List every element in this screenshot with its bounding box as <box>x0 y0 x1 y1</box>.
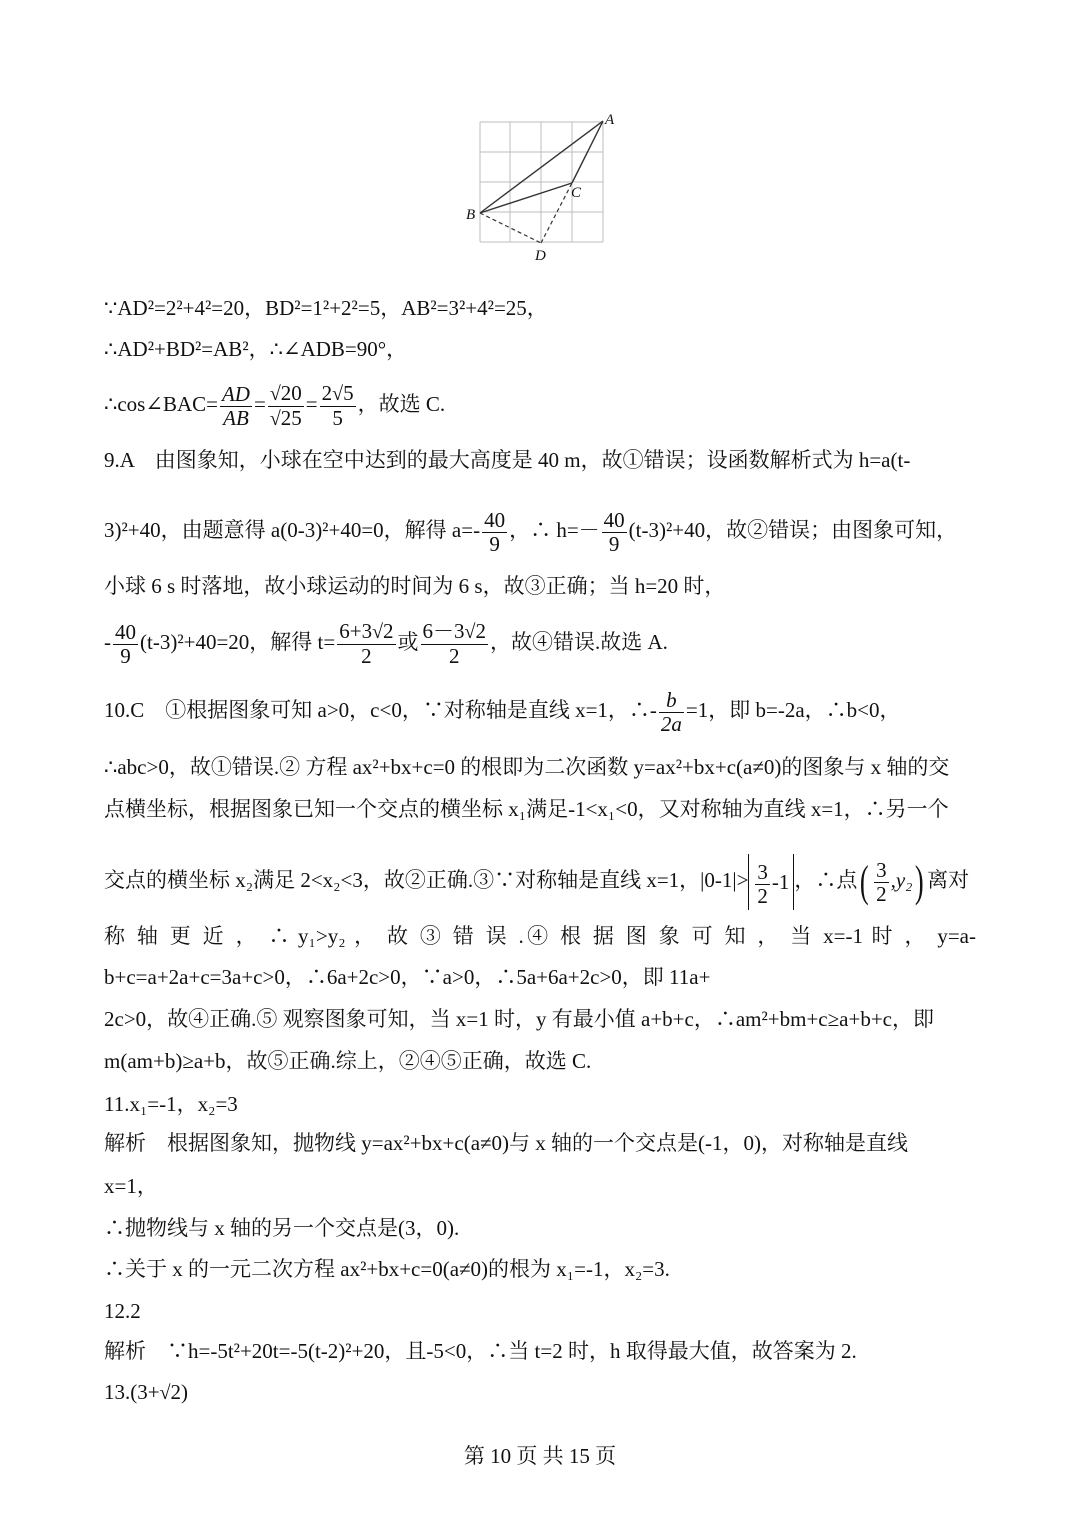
q10-line-5: 称 轴 更 近 ， ∴ y₁>y₂ ， 故 ③ 错 误 .④ 根 据 图 象 可 知 ， 当 x=-1 时 ， y=a- <box>104 924 976 948</box>
q12-line-1: 12.2 <box>104 1299 141 1323</box>
page-footer: 第 10 页 共 15 页 <box>463 1444 617 1468</box>
q9-line-1: 9.A 由图象知，小球在空中达到的最大高度是 40 m，故①错误；设函数解析式为 h=a(t- <box>104 448 911 472</box>
q9-line-2: 3)²+40，由题意得 a(0-3)²+40=0，解得 a=- $\frac{40}{9}$ ，∴ h=－ $\frac{40}{9}$ (t-3)²+40，故②错误；由图象可知， <box>104 507 958 556</box>
line-1: ∵AD²=2²+4²=20，BD²=1²+2²=5，AB²=3²+4²=25， <box>104 296 548 320</box>
fraction-2root5-5: $\frac{2√ 5}{5}$ <box>320 382 356 430</box>
q9-line-3: 小球 6 s 时落地，故小球运动的时间为 6 s，故③正确；当 h=20 时， <box>104 574 726 598</box>
q12-line-2: 解析 ∵h=-5t²+20t=-5(t-2)²+20，且-5<0，∴当 t=2 时，h 取得最大值，故答案为 2. <box>104 1339 857 1363</box>
q10-line-7: 2c>0，故④正确.⑤ 观察图象可知，当 x=1 时，y 有最小值 a+b+c，∴am²+bm+c≥a+b+c，即 <box>104 1007 934 1031</box>
label-d: D <box>535 248 546 264</box>
line-3: ∴cos∠BAC= $\frac{AD}{AB}$ = √ 20 √ 25 = $\frac{2√ 5}{5}$ ，故选 C. <box>104 376 976 432</box>
grid <box>480 122 603 242</box>
q11-line-2: 解析 根据图象知，抛物线 y=ax²+bx+c(a≠0)与 x 轴的一个交点是(-1，0)，对称轴是直线 <box>104 1131 909 1155</box>
q10-line-2: ∴abc>0，故①错误.② 方程 ax²+bx+c=0 的根即为二次函数 y=ax²+bx+c(a≠0)的图象与 x 轴的交 <box>104 755 950 779</box>
q10-line-4: 交点的横坐标 x₂满足 2<x₂<3，故②正确.③∵对称轴是直线 x=1，|0-1|> $\frac{3}{2}$ -1 ，∴点( $\frac{3}{2}$ ,y₂) 离对 <box>104 852 976 910</box>
q9-line-4: - $\frac{40}{9}$ (t-3)²+40=20，解得 t= $\frac{6+3√ 2}{2}$ 或 $\frac{6-3√ 2}{2}$ ，故④错误.故选 A. <box>104 614 976 670</box>
geometry-figure <box>460 110 630 270</box>
fraction-ad-ab: $\frac{AD}{AB}$ <box>221 381 250 430</box>
q10-line-3: 点横坐标，根据图象已知一个交点的横坐标 x₁满足-1<x₁<0，又对称轴为直线 x=1，∴另一个 <box>104 797 949 821</box>
label-b: B <box>466 207 476 223</box>
q13-line-1: 13.(3+√ 2) <box>104 1377 976 1408</box>
label-c: C <box>571 185 582 201</box>
q11-line-5: ∴关于 x 的一元二次方程 ax²+bx+c=0(a≠0)的根为 x₁=-1，x₂=3. <box>104 1257 670 1281</box>
q11-line-3: x=1， <box>104 1174 158 1198</box>
fraction-root20-root25: √ 20 √ 25 <box>268 382 304 431</box>
q11-line-1: 11.x₁=-1，x₂=3 <box>104 1092 238 1116</box>
line-2: ∴AD²+BD²=AB²，∴∠ADB=90°， <box>104 337 408 361</box>
q10-line-1: 10.C ①根据图象可知 a>0，c<0，∵对称轴是直线 x=1，∴- $\frac{b}{2a}$ =1，即 b=-2a，∴b<0， <box>104 687 901 736</box>
q11-line-4: ∴抛物线与 x 轴的另一个交点是(3，0). <box>104 1216 460 1240</box>
label-a: A <box>605 112 615 128</box>
q10-line-6: b+c=a+2a+c=3a+c>0，∴6a+2c>0，∵a>0，∴5a+6a+2c>0，即 11a+ <box>104 965 711 989</box>
q10-line-8: m(am+b)≥a+b，故⑤正确.综上，②④⑤正确，故选 C. <box>104 1049 592 1073</box>
